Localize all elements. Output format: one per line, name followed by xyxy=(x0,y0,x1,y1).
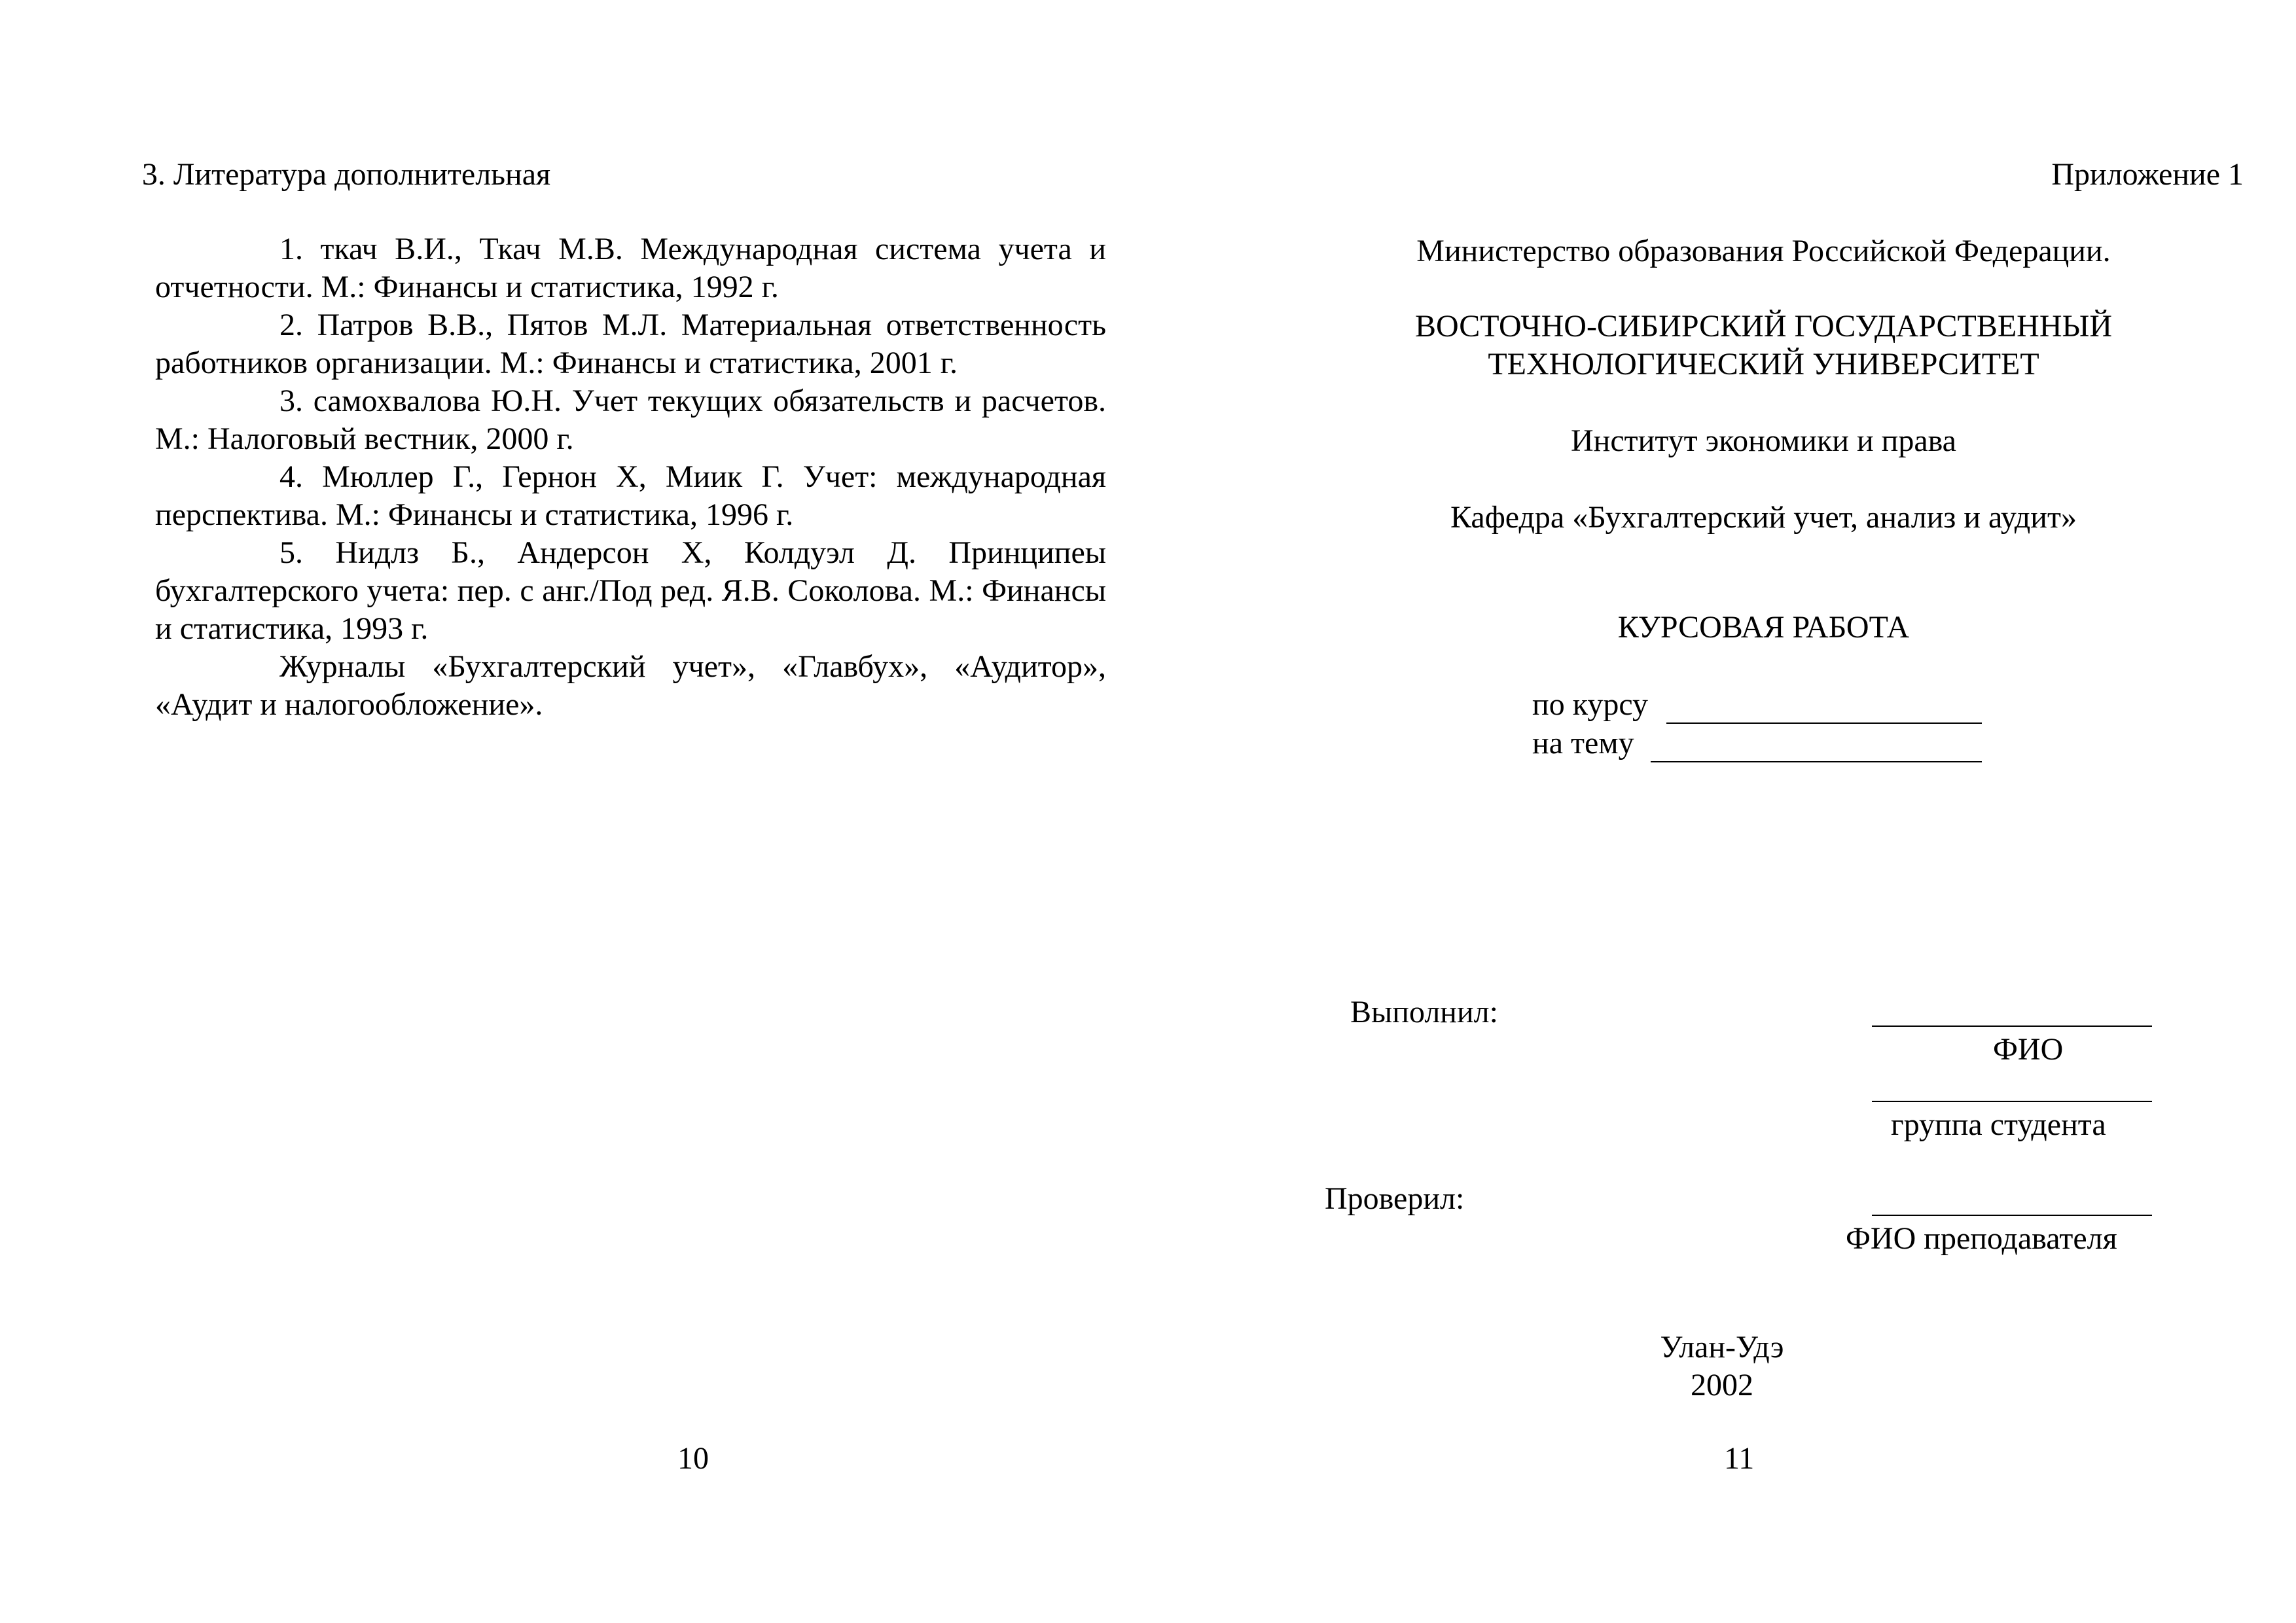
course-blank-line xyxy=(1666,722,1982,724)
course-label: по курсу xyxy=(1532,687,1648,722)
right-page xyxy=(1148,0,2296,1623)
institute-name: Институт экономики и права xyxy=(1571,423,1956,458)
literature-item: 5. Нидлз Б., Андерсон Х, Колдуэл Д. Принципеы бухгалтерского учета: пер. с анг./Под ред. Я.В. Соколова. М.: Финансы и статистика, 1993 г. xyxy=(155,535,1106,646)
student-group-line xyxy=(1872,1101,2152,1102)
group-label: группа студента xyxy=(1891,1107,2106,1142)
theme-blank-line xyxy=(1651,761,1982,762)
page-number-right: 11 xyxy=(1724,1441,1755,1476)
theme-label: на тему xyxy=(1532,726,1634,760)
literature-item: Журналы «Бухгалтерский учет», «Главбух», «Аудитор», «Аудит и налогообложение». xyxy=(155,649,1106,722)
coursework-title: КУРСОВАЯ РАБОТА xyxy=(1617,610,1910,645)
teacher-fio-label: ФИО преподавателя xyxy=(1846,1221,2117,1256)
university-line-1: ВОСТОЧНО-СИБИРСКИЙ ГОСУДАРСТВЕННЫЙ xyxy=(1414,309,2113,344)
literature-item: 3. самохвалова Ю.Н. Учет текущих обязательств и расчетов. М.: Налоговый вестник, 2000 г. xyxy=(155,383,1106,456)
city-label: Улан-Удэ xyxy=(1660,1330,1784,1364)
literature-item: 2. Патров В.В., Пятов М.Л. Материальная ответственность работников организации. М.: Финансы и статистика, 2001 г. xyxy=(155,308,1106,380)
teacher-fio-line xyxy=(1872,1215,2152,1216)
university-name xyxy=(1376,308,2151,383)
student-fio-line xyxy=(1872,1026,2152,1027)
checked-label: Проверил: xyxy=(1325,1181,1465,1216)
literature-heading: 3. Литература дополнительная xyxy=(141,157,551,192)
literature-list xyxy=(155,230,1106,724)
literature-item: 1. ткач В.И., Ткач М.В. Международная система учета и отчетности. М.: Финансы и статистика, 1992 г. xyxy=(155,232,1106,304)
year-label: 2002 xyxy=(1691,1368,1753,1402)
literature-item: 4. Мюллер Г., Гернон Х, Миик Г. Учет: международная перспектива. М.: Финансы и статистика, 1996 г. xyxy=(155,459,1106,532)
fio-label: ФИО xyxy=(1993,1032,2064,1067)
appendix-label: Приложение 1 xyxy=(2051,157,2244,192)
page-number-left: 10 xyxy=(677,1441,709,1476)
ministry-title: Министерство образования Российской Федерации. xyxy=(1416,234,2111,268)
department-name: Кафедра «Бухгалтерский учет, анализ и аудит» xyxy=(1450,500,2077,535)
done-label: Выполнил: xyxy=(1350,995,1498,1029)
university-line-2: ТЕХНОЛОГИЧЕСКИЙ УНИВЕРСИТЕТ xyxy=(1488,347,2039,382)
